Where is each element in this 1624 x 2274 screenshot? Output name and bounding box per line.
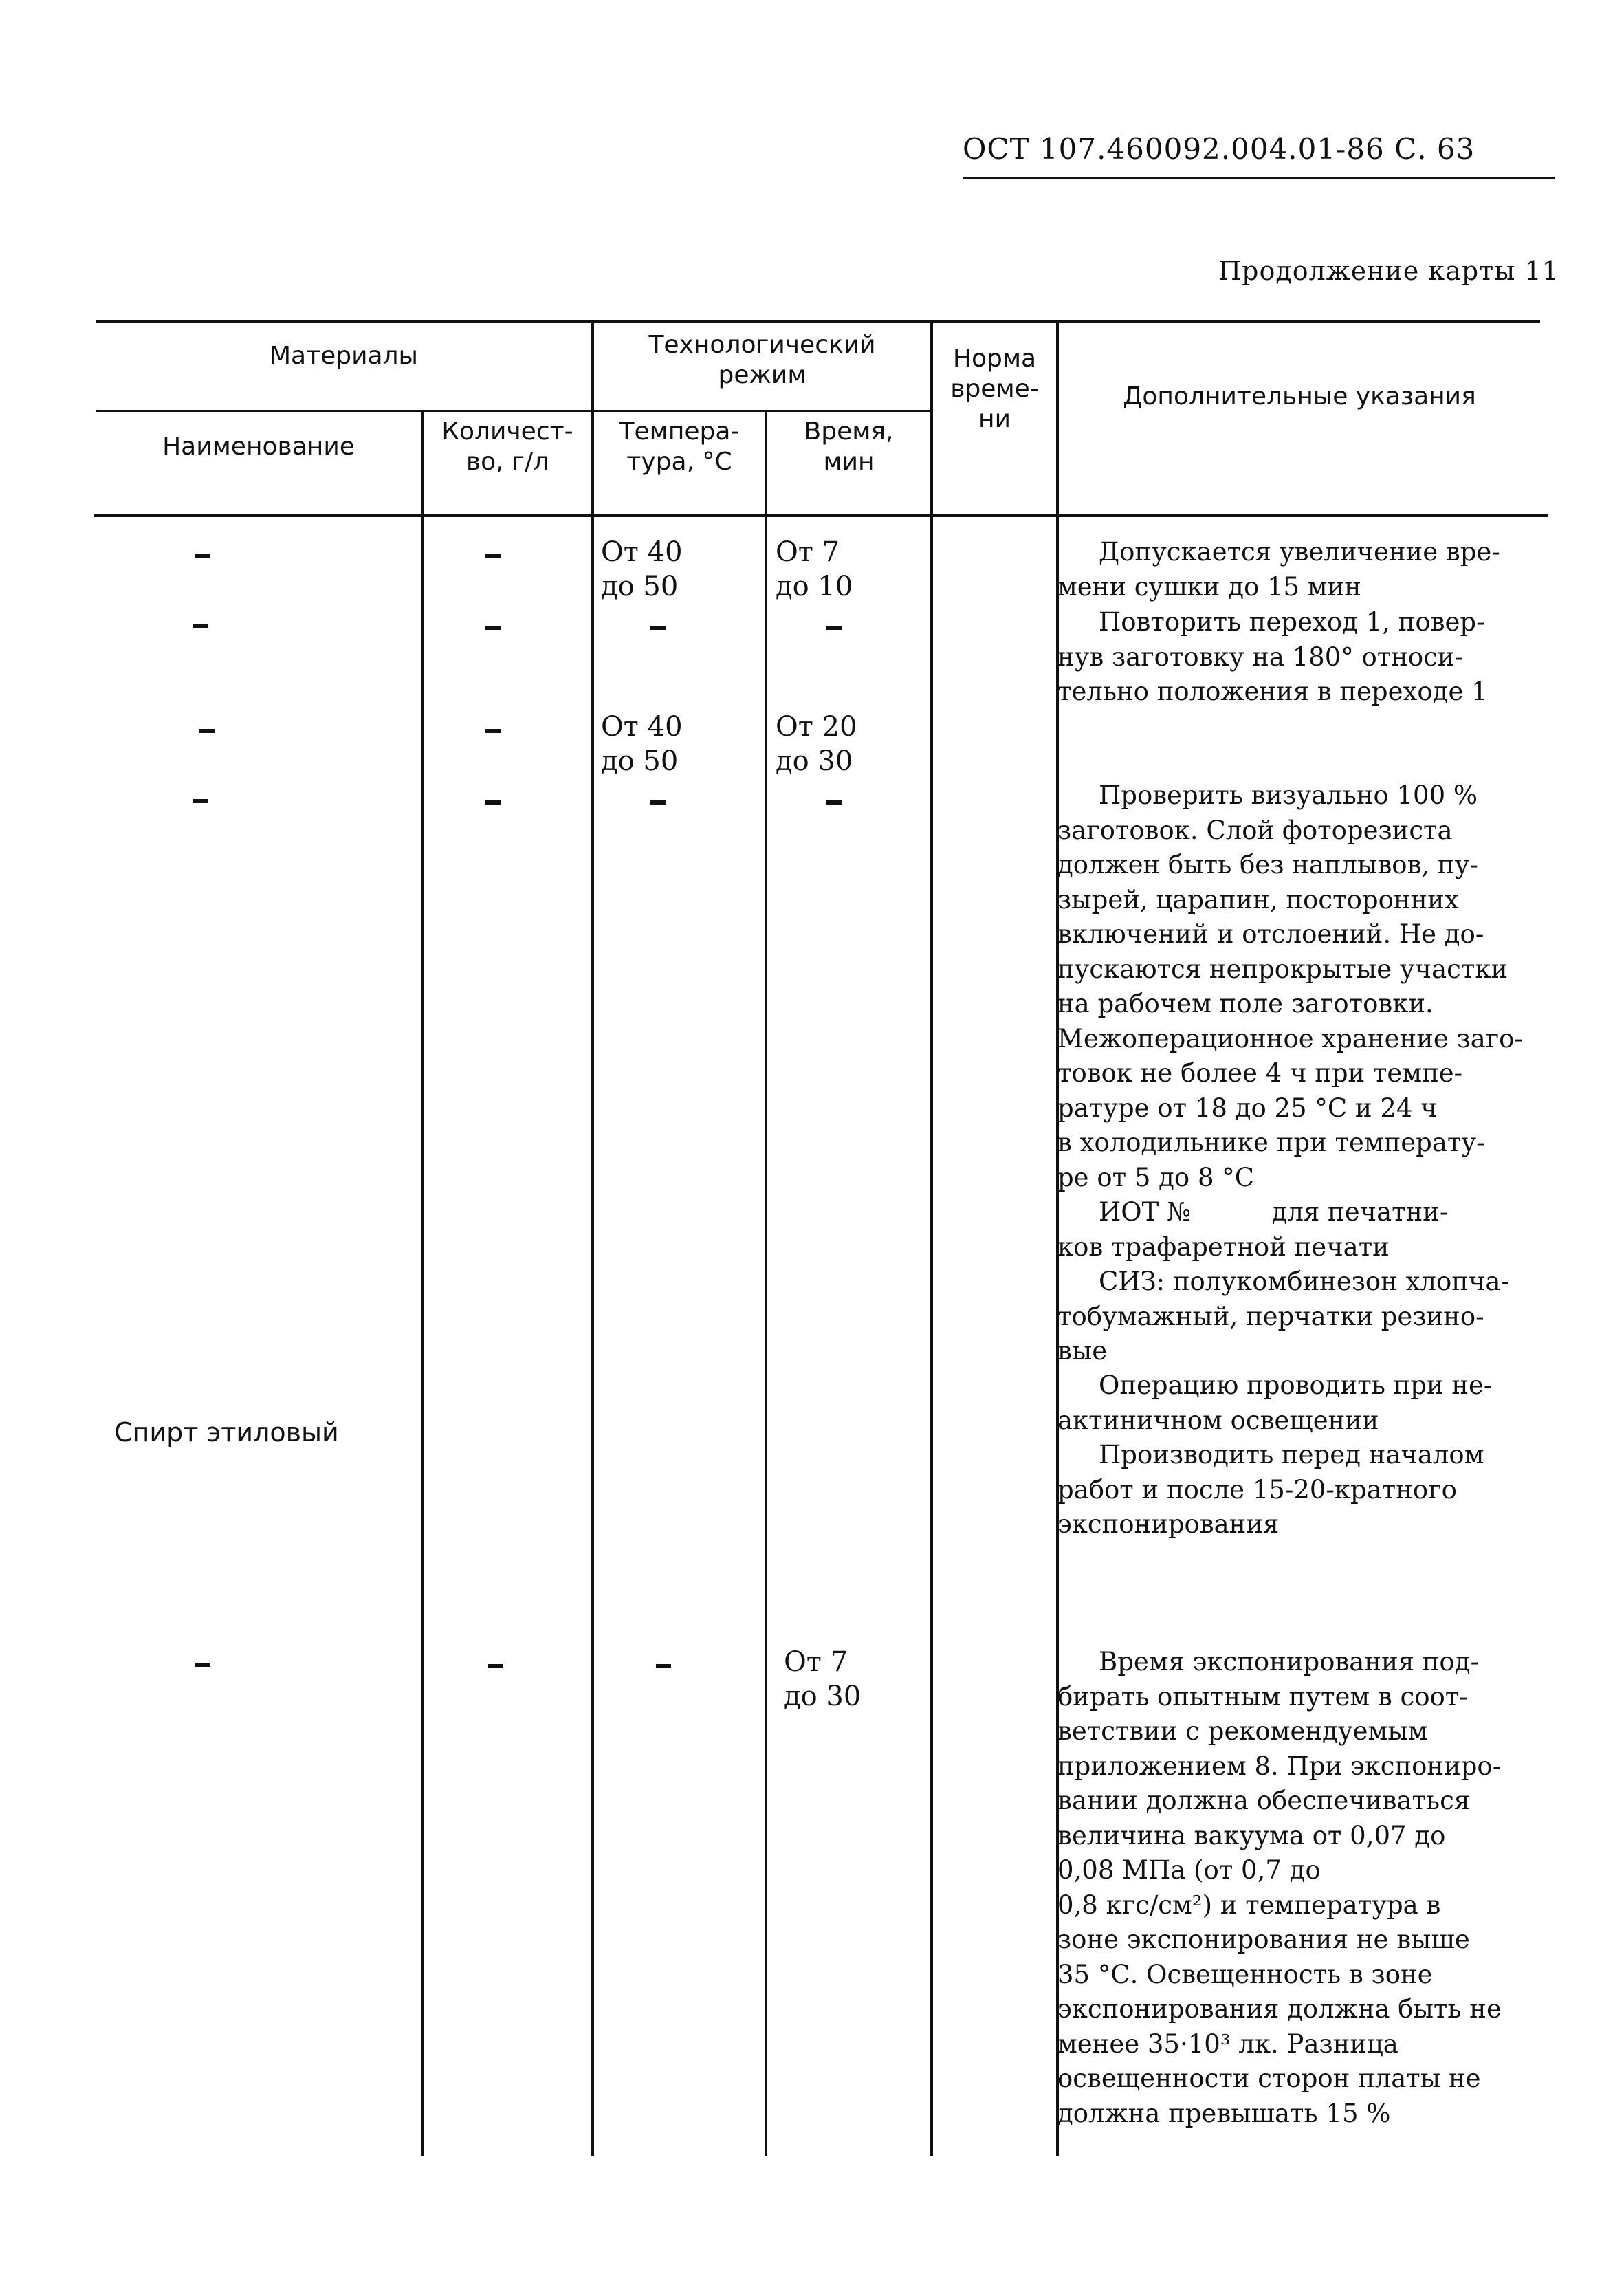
- note-repeat-transition: Повторить переход 1, повер- нув заготовку на 180° относи- тельно положения в переходе 1: [1057, 607, 1488, 706]
- row4-quantity-dash: [485, 800, 501, 805]
- row1-time: От 7 до 10: [776, 536, 853, 602]
- note-drying-time: Допускается увеличение вре- мени сушки до 15 мин: [1057, 537, 1500, 602]
- row2-name-dash: [193, 624, 208, 628]
- row4-name-dash: [193, 799, 208, 803]
- row2-time-dash: [826, 626, 842, 630]
- row6-temperature-dash: [656, 1664, 671, 1668]
- row4-temperature-dash: [650, 800, 666, 805]
- col-divider-1: [421, 410, 424, 2156]
- row1-name-dash: [195, 554, 210, 558]
- row2-temperature-dash: [650, 626, 666, 630]
- materials-subheader-border: [96, 410, 593, 412]
- note-lighting: Операцию проводить при не- актиничном освещении: [1057, 1370, 1493, 1435]
- header-underline: [963, 177, 1555, 179]
- header-materials: Материалы: [270, 342, 418, 370]
- row2-quantity-dash: [485, 626, 501, 630]
- row1-temperature: От 40 до 50: [601, 536, 683, 602]
- col-divider-2: [591, 320, 594, 2156]
- col-divider-4: [930, 320, 933, 2156]
- note-alcohol-usage: Производить перед началом работ и после 15-20-кратного экспонирования: [1057, 1440, 1484, 1539]
- table-top-border: [96, 320, 1540, 323]
- header-additional: Дополнительные указания: [1123, 382, 1476, 411]
- note-iot: ИОТ № для печатни- ков трафаретной печати: [1057, 1197, 1449, 1262]
- col-divider-3: [765, 410, 767, 2156]
- row4-time-dash: [826, 800, 842, 805]
- note-exposure: Время экспонирования под- бирать опытным путем в соот- ветствии с рекомендуемым приложением 8. При экспониро- вании должна обеспечиваться величина вакуума от 0,07 до 0,08 МПа (от 0,7 до 0,8 кгс/см²) и температура в зоне экспонирования не выше 35 °С. Освещенность в зоне экспонирования должна быть не менее 35·10³ лк. Разница освещенности сторон платы не должна превышать 15 %: [1057, 1647, 1502, 2128]
- techmode-subheader-border: [593, 410, 932, 412]
- row5-material-name: Спирт этиловый: [114, 1417, 339, 1447]
- header-bottom-border: [94, 514, 1548, 517]
- header-name: Наименование: [162, 433, 355, 461]
- row6-time: От 7 до 30: [784, 1646, 862, 1712]
- document-code: ОСТ 107.460092.004.01-86 С. 63: [963, 132, 1475, 166]
- note-ppe: СИЗ: полукомбинезон хлопча- тобумажный, перчатки резино- вые: [1057, 1267, 1509, 1366]
- header-tech-mode: Технологический режим: [648, 331, 876, 389]
- header-norm-time: Норма време- ни: [950, 345, 1039, 433]
- continuation-label: Продолжение карты 11: [1218, 256, 1559, 286]
- header-time: Время, мин: [804, 417, 894, 476]
- note-visual-check: Проверить визуально 100 % заготовок. Слой фоторезиста должен быть без наплывов, пу- зырей, царапин, посторонних включений и отслоений. Не до- пускаются непрокрытые участки на рабочем поле заготовки. Межоперационное хранение заго- товок не более 4 ч при темпе- ратуре от 18 до 25 °С и 24 ч в холодильнике при температу- ре от 5 до 8 °С: [1057, 780, 1523, 1192]
- row6-quantity-dash: [488, 1664, 503, 1668]
- row1-quantity-dash: [485, 554, 501, 558]
- header-temperature: Темпера- тура, °С: [619, 417, 740, 476]
- row3-name-dash: [199, 729, 215, 733]
- row3-time: От 20 до 30: [776, 711, 857, 777]
- row6-name-dash: [195, 1663, 210, 1667]
- row3-quantity-dash: [485, 729, 501, 733]
- header-quantity: Количест- во, г/л: [441, 417, 573, 476]
- row3-temperature: От 40 до 50: [601, 711, 683, 777]
